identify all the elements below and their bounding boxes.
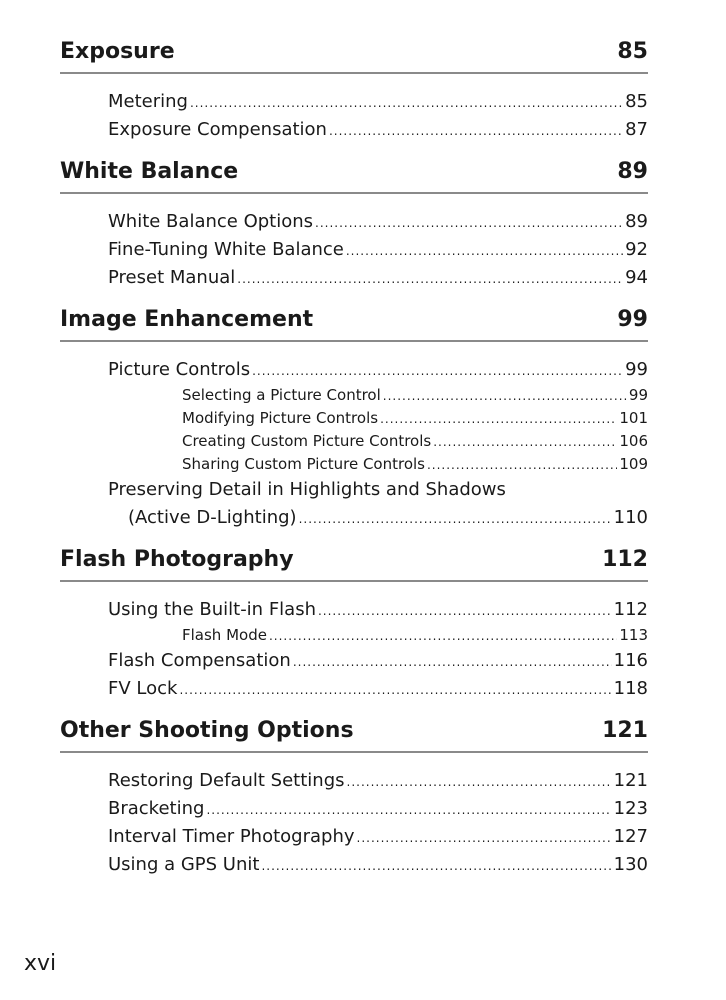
toc-entry-page: 116 [613, 650, 648, 671]
section-page-number: 89 [617, 159, 648, 184]
toc-entry-page: 109 [619, 455, 648, 473]
toc-entry[interactable] [60, 236, 648, 264]
toc-entry[interactable] [60, 823, 648, 851]
table-of-contents [60, 36, 648, 891]
toc-entry-page: 112 [613, 599, 648, 620]
dot-leader [346, 236, 623, 265]
toc-entry-page: 127 [613, 826, 648, 847]
dot-leader [329, 116, 623, 145]
dot-leader [269, 624, 617, 648]
dot-leader [315, 208, 623, 237]
toc-entry-page: 92 [625, 239, 648, 260]
toc-section-white-balance [60, 156, 648, 304]
toc-entry[interactable] [60, 851, 648, 879]
section-heading [60, 156, 648, 194]
toc-entry-page: 99 [625, 359, 648, 380]
dot-leader [299, 504, 612, 533]
toc-entry-page: 106 [619, 432, 648, 450]
toc-entry-label: Creating Custom Picture Controls [182, 432, 432, 450]
toc-entry[interactable] [60, 208, 648, 236]
toc-entry[interactable] [60, 767, 648, 795]
toc-entry[interactable] [60, 675, 648, 703]
toc-entry[interactable] [60, 356, 648, 384]
toc-entry-page: 123 [613, 798, 648, 819]
toc-entry[interactable] [60, 596, 648, 624]
toc-entry-page: 121 [613, 770, 648, 791]
section-title: Image Enhancement [60, 307, 314, 332]
section-page-number: 85 [617, 39, 648, 64]
dot-leader [190, 88, 623, 117]
toc-entry[interactable] [60, 264, 648, 292]
toc-entry-label: Picture Controls [108, 359, 251, 380]
section-page-number: 99 [617, 307, 648, 332]
toc-subentry[interactable] [60, 407, 648, 430]
toc-entry-label: Restoring Default Settings [108, 770, 345, 791]
toc-entry-page: 130 [613, 854, 648, 875]
section-heading [60, 304, 648, 342]
section-title: Other Shooting Options [60, 718, 354, 743]
toc-entry-label: (Active D-Lighting) [128, 507, 297, 528]
dot-leader [179, 675, 611, 704]
toc-subentry[interactable] [60, 453, 648, 476]
toc-section-other-shooting-options [60, 715, 648, 891]
toc-entry-label: Using a GPS Unit [108, 854, 260, 875]
toc-entry-label: Using the Built-in Flash [108, 599, 316, 620]
toc-entry-label: Preset Manual [108, 267, 236, 288]
section-heading [60, 544, 648, 582]
toc-subentry[interactable] [60, 624, 648, 647]
dot-leader [261, 851, 611, 880]
dot-leader [206, 795, 611, 824]
section-page-number: 112 [602, 547, 648, 572]
toc-entry-page: 94 [625, 267, 648, 288]
dot-leader [427, 453, 617, 477]
dot-leader [383, 384, 627, 408]
section-page-number: 121 [602, 718, 648, 743]
dot-leader [380, 407, 617, 431]
toc-entry-label: Interval Timer Photography [108, 826, 355, 847]
dot-leader [318, 596, 612, 625]
toc-entry[interactable] [60, 795, 648, 823]
toc-entry[interactable] [60, 476, 648, 504]
section-heading [60, 715, 648, 753]
dot-leader [347, 767, 612, 796]
toc-entry-page: 87 [625, 119, 648, 140]
toc-entry-label: Flash Mode [182, 626, 267, 644]
dot-leader [293, 647, 612, 676]
toc-entry-page: 85 [625, 91, 648, 112]
toc-entry[interactable] [60, 647, 648, 675]
toc-entry-page: 113 [619, 626, 648, 644]
dot-leader [433, 430, 617, 454]
toc-entry-label: Bracketing [108, 798, 205, 819]
toc-entry-label: Exposure Compensation [108, 119, 327, 140]
toc-entry-label: FV Lock [108, 678, 178, 699]
page-number: xvi [24, 951, 57, 976]
toc-entry-label: Preserving Detail in Highlights and Shadows [108, 479, 506, 500]
toc-entry-label: Sharing Custom Picture Controls [182, 455, 425, 473]
section-title: Exposure [60, 39, 175, 64]
toc-entry-page: 101 [619, 409, 648, 427]
toc-entry-page: 89 [625, 211, 648, 232]
dot-leader [357, 823, 612, 852]
dot-leader [252, 356, 623, 385]
toc-section-image-enhancement [60, 304, 648, 544]
toc-entry-label: Fine-Tuning White Balance [108, 239, 344, 260]
toc-entry-page: 110 [613, 507, 648, 528]
toc-entry-label: Selecting a Picture Control [182, 386, 381, 404]
toc-entry-continuation[interactable] [60, 504, 648, 532]
section-title: White Balance [60, 159, 239, 184]
toc-subentry[interactable] [60, 384, 648, 407]
toc-entry-label: White Balance Options [108, 211, 314, 232]
section-title: Flash Photography [60, 547, 294, 572]
section-heading [60, 36, 648, 74]
toc-subentry[interactable] [60, 430, 648, 453]
toc-entry-page: 99 [628, 386, 648, 404]
toc-section-flash-photography [60, 544, 648, 715]
toc-entry-label: Modifying Picture Controls [182, 409, 379, 427]
toc-entry[interactable] [60, 88, 648, 116]
toc-entry-label: Flash Compensation [108, 650, 291, 671]
dot-leader [237, 264, 623, 293]
toc-section-exposure [60, 36, 648, 156]
toc-entry[interactable] [60, 116, 648, 144]
toc-entry-label: Metering [108, 91, 188, 112]
toc-entry-page: 118 [613, 678, 648, 699]
